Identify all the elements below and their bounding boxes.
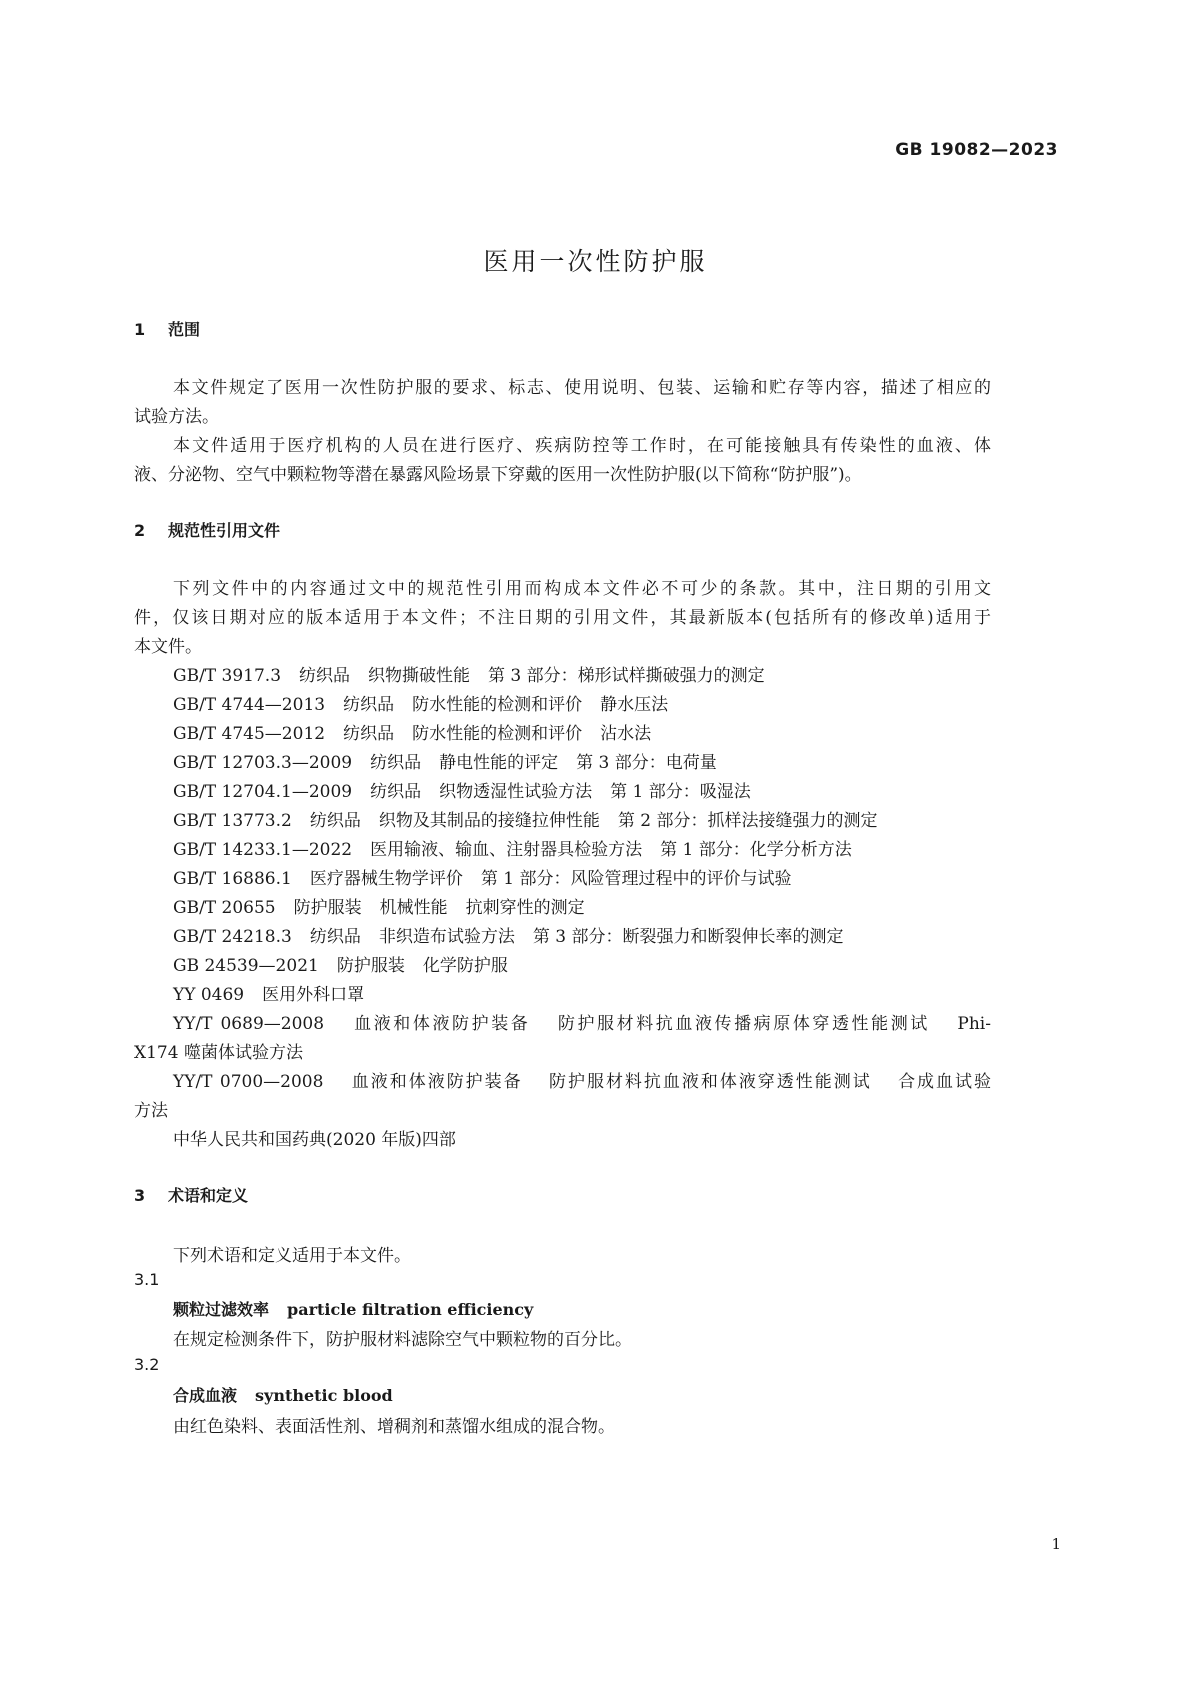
reference-item: YY 0469 医用外科口罩 bbox=[173, 985, 365, 1005]
section-1-heading bbox=[134, 317, 200, 340]
section-3-heading bbox=[134, 1183, 248, 1206]
reference-item-continuation: X174 噬菌体试验方法 bbox=[134, 1043, 303, 1063]
reference-item: GB/T 24218.3 纺织品 非织造布试验方法 第 3 部分：断裂强力和断裂伸长率的测定 bbox=[173, 927, 844, 947]
reference-item: YY/T 0700—2008 血液和体液防护装备 防护服材料抗血液和体液穿透性能测试 合成血试验 bbox=[173, 1072, 991, 1092]
section-number: 2 bbox=[134, 521, 146, 540]
reference-item: GB/T 12704.1—2009 纺织品 织物透湿性试验方法 第 1 部分：吸湿法 bbox=[173, 782, 751, 802]
reference-item: GB/T 4745—2012 纺织品 防水性能的检测和评价 沾水法 bbox=[173, 724, 652, 744]
paragraph-line: 试验方法。 bbox=[134, 407, 219, 427]
reference-item: GB/T 16886.1 医疗器械生物学评价 第 1 部分：风险管理过程中的评价与试验 bbox=[173, 869, 792, 889]
reference-item: GB/T 14233.1—2022 医用输液、输血、注射器具检验方法 第 1 部分：化学分析方法 bbox=[173, 840, 852, 860]
section-number: 3 bbox=[134, 1186, 146, 1205]
reference-item: GB/T 4744—2013 纺织品 防水性能的检测和评价 静水压法 bbox=[173, 695, 669, 715]
reference-item: 中华人民共和国药典(2020 年版)四部 bbox=[173, 1130, 456, 1150]
term-number: 3.2 bbox=[134, 1355, 160, 1374]
term-en: particle filtration efficiency bbox=[287, 1300, 534, 1319]
reference-item: YY/T 0689—2008 血液和体液防护装备 防护服材料抗血液传播病原体穿透性能测试 Phi- bbox=[173, 1014, 991, 1034]
term-en: synthetic blood bbox=[255, 1386, 393, 1405]
reference-item: GB/T 3917.3 纺织品 织物撕破性能 第 3 部分：梯形试样撕破强力的测定 bbox=[173, 666, 765, 686]
reference-item-continuation: 方法 bbox=[134, 1101, 168, 1121]
paragraph-line: 本文件。 bbox=[134, 637, 202, 657]
paragraph-line: 下列文件中的内容通过文中的规范性引用而构成本文件必不可少的条款。其中，注日期的引用文 bbox=[173, 579, 991, 599]
section-number: 1 bbox=[134, 320, 146, 339]
term-number: 3.1 bbox=[134, 1270, 160, 1289]
term-entry bbox=[173, 1297, 533, 1320]
term-definition: 在规定检测条件下，防护服材料滤除空气中颗粒物的百分比。 bbox=[173, 1330, 632, 1350]
reference-item: GB/T 13773.2 纺织品 织物及其制品的接缝拉伸性能 第 2 部分：抓样法接缝强力的测定 bbox=[173, 811, 878, 831]
reference-item: GB/T 20655 防护服装 机械性能 抗刺穿性的测定 bbox=[173, 898, 585, 918]
document-title: 医用一次性防护服 bbox=[483, 247, 708, 276]
paragraph-line: 件，仅该日期对应的版本适用于本文件；不注日期的引用文件，其最新版本(包括所有的修改单)适用于 bbox=[134, 608, 991, 628]
section-2-heading bbox=[134, 518, 280, 541]
term-definition: 由红色染料、表面活性剂、增稠剂和蒸馏水组成的混合物。 bbox=[173, 1417, 615, 1437]
term-entry bbox=[173, 1383, 393, 1406]
section-title: 范围 bbox=[168, 320, 201, 339]
paragraph-line: 本文件适用于医疗机构的人员在进行医疗、疾病防控等工作时，在可能接触具有传染性的血液、体 bbox=[173, 436, 991, 456]
paragraph-line: 本文件规定了医用一次性防护服的要求、标志、使用说明、包装、运输和贮存等内容，描述了相应的 bbox=[173, 378, 991, 398]
reference-item: GB/T 12703.3—2009 纺织品 静电性能的评定 第 3 部分：电荷量 bbox=[173, 753, 717, 773]
paragraph-line: 下列术语和定义适用于本文件。 bbox=[173, 1246, 411, 1266]
reference-item: GB 24539—2021 防护服装 化学防护服 bbox=[173, 956, 508, 976]
section-title: 规范性引用文件 bbox=[168, 521, 281, 540]
term-zh: 颗粒过滤效率 bbox=[173, 1300, 270, 1319]
term-zh: 合成血液 bbox=[173, 1386, 238, 1405]
section-title: 术语和定义 bbox=[168, 1186, 249, 1205]
paragraph-line: 液、分泌物、空气中颗粒物等潜在暴露风险场景下穿戴的医用一次性防护服(以下简称“防护服”)。 bbox=[134, 465, 862, 485]
page-number: 1 bbox=[1051, 1535, 1061, 1553]
standard-number: GB 19082—2023 bbox=[895, 140, 1058, 160]
